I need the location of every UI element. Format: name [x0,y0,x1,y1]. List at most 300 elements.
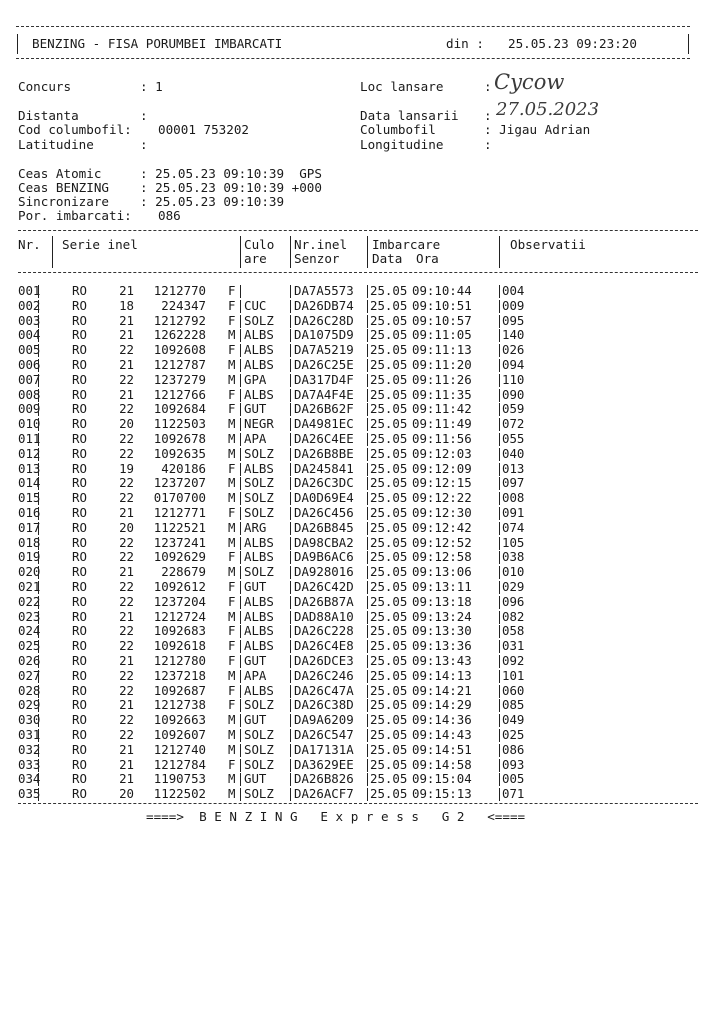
cell-tara: RO [72,386,87,402]
cell-senzor: DA7A4F4E [294,386,354,402]
row-separator [499,744,500,757]
cell-ora: 09:14:13 [412,667,472,683]
cell-an: 22 [119,445,134,461]
longitudine-label: Longitudine [360,137,444,152]
cell-senzor: DA0D69E4 [294,490,354,506]
cell-obs: 071 [502,786,525,802]
cell-culoare: SOLZ [244,490,274,506]
cell-obs: 090 [502,386,525,402]
row-separator [499,640,500,653]
row-separator [367,773,368,786]
row-separator [499,344,500,357]
ceas-atomic-label: Ceas Atomic [18,166,102,181]
row-separator [499,359,500,372]
cell-tara: RO [72,312,87,328]
row-separator [290,300,291,313]
row-separator [38,374,39,387]
cell-culoare: APA [244,431,267,446]
cell-nr: 019 [18,549,41,565]
row-separator [290,611,291,624]
cell-inel: 1092687 [153,682,206,698]
cell-nr: 033 [18,756,41,772]
cell-inel: 1092607 [153,727,206,742]
cell-nr: 022 [18,593,41,609]
cell-inel: 1212780 [153,653,206,668]
row-separator [499,300,500,313]
cell-data: 25.05 [370,771,408,787]
row-separator [38,344,39,357]
row-separator [367,640,368,653]
cell-tara: RO [72,549,87,565]
header-right-border [688,34,689,54]
cell-inel: 1122502 [153,786,206,802]
row-separator [290,477,291,490]
cell-an: 21 [119,357,134,372]
cell-nr: 004 [18,327,41,343]
cell-sex: F [228,386,236,402]
cell-ora: 09:10:57 [412,312,472,328]
cell-ora: 09:11:13 [412,342,472,358]
cell-culoare: ALBS [244,549,274,565]
row-separator [38,389,39,402]
cell-inel: 1212766 [153,386,206,402]
cell-senzor: DA26B87A [294,593,354,609]
col-header-senzor: Senzor [294,251,340,266]
cell-culoare: CUC [244,297,267,313]
row-separator [367,315,368,328]
cell-sex: M [228,608,236,624]
cell-obs: 029 [502,579,525,594]
cell-an: 20 [119,786,134,802]
row-separator [38,625,39,638]
cell-senzor: DA26C4E8 [294,638,354,654]
row-separator [240,537,241,550]
cell-culoare: ALBS [244,593,274,609]
cell-an: 21 [119,608,134,624]
row-separator [367,596,368,609]
row-separator [240,744,241,757]
columbofil-value: : Jigau Adrian [484,122,591,137]
cell-obs: 008 [502,490,525,506]
row-separator [290,374,291,387]
cell-tara: RO [72,667,87,683]
cell-data: 25.05 [370,386,408,402]
cell-obs: 009 [502,297,525,313]
cell-inel: 1212740 [153,741,206,757]
row-separator [290,640,291,653]
row-separator [38,329,39,342]
latitudine-value: : [140,137,148,152]
cell-an: 21 [119,386,134,402]
cell-ora: 09:12:03 [412,445,472,461]
cell-ora: 09:12:22 [412,490,472,506]
cell-data: 25.05 [370,534,408,550]
row-separator [240,463,241,476]
cell-culoare: GUT [244,653,267,668]
cell-sex: F [228,638,236,654]
cell-nr: 001 [18,283,41,298]
cell-ora: 09:13:11 [412,579,472,594]
cell-data: 25.05 [370,371,408,387]
cell-data: 25.05 [370,549,408,565]
row-separator [240,403,241,416]
row-separator [367,477,368,490]
row-separator [240,522,241,535]
row-separator [499,551,500,564]
row-separator [240,640,241,653]
cell-culoare: GPA [244,371,267,387]
cell-data: 25.05 [370,653,408,668]
cell-nr: 013 [18,460,41,476]
cell-nr: 007 [18,371,41,387]
cell-senzor: DA26DCE3 [294,653,354,668]
cell-data: 25.05 [370,623,408,639]
row-separator [38,477,39,490]
cell-an: 21 [119,283,134,298]
cell-ora: 09:14:36 [412,712,472,728]
cell-data: 25.05 [370,312,408,328]
cell-nr: 014 [18,475,41,491]
cell-culoare: GUT [244,401,267,417]
cell-senzor: DA26ACF7 [294,786,354,802]
cell-culoare: ALBS [244,623,274,639]
cell-tara: RO [72,741,87,757]
cell-sex: F [228,682,236,698]
cell-nr: 011 [18,431,41,446]
row-separator [240,389,241,402]
porumbei-imbarcati-label: Por. imbarcati: [18,208,132,223]
row-separator [499,729,500,742]
row-separator [38,714,39,727]
row-separator [240,699,241,712]
cell-senzor: DA26C456 [294,505,354,520]
cell-sex: F [228,756,236,772]
row-separator [240,655,241,668]
cell-senzor: DA7A5573 [294,283,354,298]
row-separator [290,596,291,609]
cell-obs: 060 [502,682,525,698]
cell-senzor: DA26B62F [294,401,354,417]
cell-inel: 1212738 [153,697,206,713]
cell-obs: 013 [502,460,525,476]
cell-inel: 1092684 [153,401,206,417]
cell-tara: RO [72,357,87,372]
cell-nr: 023 [18,608,41,624]
cell-data: 25.05 [370,608,408,624]
row-separator [290,344,291,357]
cell-nr: 017 [18,519,41,535]
row-separator [290,773,291,786]
cell-tara: RO [72,342,87,358]
cell-sex: M [228,475,236,491]
cell-nr: 005 [18,342,41,358]
cell-senzor: DA26C42D [294,579,354,594]
row-separator [290,670,291,683]
cell-sex: F [228,283,236,298]
cell-culoare: SOLZ [244,727,274,742]
cell-culoare: GUT [244,712,267,728]
row-separator [38,596,39,609]
cell-inel: 1092683 [153,623,206,639]
cell-tara: RO [72,712,87,728]
cell-senzor: DA317D4F [294,371,354,387]
cell-data: 25.05 [370,593,408,609]
cell-sex: F [228,460,236,476]
cell-nr: 024 [18,623,41,639]
footer-brand: ====> B E N Z I N G E x p r e s s G 2 <==== [146,809,526,824]
cell-culoare: SOLZ [244,505,274,520]
row-separator [367,699,368,712]
row-separator [240,788,241,801]
cell-obs: 101 [502,667,525,683]
row-separator [290,315,291,328]
row-separator [367,566,368,579]
col-header-nr-inel: Nr.inel [294,237,348,252]
cell-inel: 1212770 [153,283,206,298]
cell-obs: 092 [502,653,525,668]
cell-tara: RO [72,283,87,298]
row-separator [240,418,241,431]
row-separator [367,300,368,313]
cell-ora: 09:10:44 [412,283,472,298]
row-separator [290,685,291,698]
cell-nr: 032 [18,741,41,757]
header-sep-1 [52,236,53,268]
row-separator [367,729,368,742]
row-separator [367,655,368,668]
col-header-observatii: Observatii [510,237,586,252]
cell-obs: 140 [502,327,525,343]
row-separator [290,566,291,579]
cell-data: 25.05 [370,342,408,358]
cell-tara: RO [72,638,87,654]
row-separator [240,670,241,683]
cell-tara: RO [72,579,87,594]
row-separator [240,433,241,446]
row-separator [38,640,39,653]
cell-ora: 09:14:58 [412,756,472,772]
header-top-rule [16,26,690,27]
row-separator [367,433,368,446]
loc-lansare-handwritten: Cycow [494,70,565,94]
row-separator [38,315,39,328]
cell-culoare: SOLZ [244,756,274,772]
cell-an: 22 [119,490,134,506]
cell-tara: RO [72,682,87,698]
row-separator [290,389,291,402]
row-separator [499,685,500,698]
cell-obs: 085 [502,697,525,713]
row-separator [240,359,241,372]
cell-senzor: DA98CBA2 [294,534,354,550]
cell-data: 25.05 [370,519,408,535]
cell-data: 25.05 [370,756,408,772]
cell-nr: 027 [18,667,41,683]
cell-ora: 09:12:58 [412,549,472,565]
cell-tara: RO [72,564,87,580]
cell-obs: 072 [502,416,525,432]
cell-sex: F [228,505,236,520]
cell-data: 25.05 [370,741,408,757]
cell-nr: 020 [18,564,41,580]
row-separator [290,492,291,505]
row-separator [499,699,500,712]
table-bottom-rule [18,803,698,804]
cell-sex: M [228,371,236,387]
latitudine-label: Latitudine [18,137,94,152]
col-header-ora: Ora [416,251,439,266]
row-separator [367,685,368,698]
cell-culoare: GUT [244,771,267,787]
cell-inel: 1212787 [153,357,206,372]
cell-nr: 021 [18,579,41,594]
cell-obs: 025 [502,727,525,742]
ceas-atomic-value: : 25.05.23 09:10:39 GPS [140,166,322,181]
cell-an: 22 [119,727,134,742]
cell-an: 20 [119,416,134,432]
cell-nr: 026 [18,653,41,668]
cell-obs: 110 [502,371,525,387]
cod-columbofil-label: Cod columbofil: [18,122,132,137]
cell-obs: 096 [502,593,525,609]
cell-tara: RO [72,653,87,668]
sincronizare-value: : 25.05.23 09:10:39 [140,194,285,209]
cell-inel: 1212724 [153,608,206,624]
cell-data: 25.05 [370,579,408,594]
data-lansarii-handwritten: 27.05.2023 [496,99,600,120]
data-lansarii-label: Data lansarii [360,108,459,123]
cell-sex: F [228,342,236,358]
row-separator [240,315,241,328]
cell-senzor: DA26C28D [294,312,354,328]
cell-nr: 006 [18,357,41,372]
row-separator [499,329,500,342]
cell-senzor: DA9B6AC6 [294,549,354,565]
cell-tara: RO [72,475,87,491]
cell-an: 21 [119,312,134,328]
row-separator [290,522,291,535]
row-separator [290,537,291,550]
cell-inel: 1092608 [153,342,206,358]
cell-senzor: DA928016 [294,564,354,580]
cell-culoare: SOLZ [244,564,274,580]
cell-inel: 1212771 [153,505,206,520]
row-separator [290,759,291,772]
cell-culoare: GUT [244,579,267,594]
cell-ora: 09:13:24 [412,608,472,624]
row-separator [38,655,39,668]
cell-tara: RO [72,756,87,772]
cell-nr: 015 [18,490,41,506]
cell-senzor: DA26DB74 [294,297,354,313]
row-separator [38,744,39,757]
cell-an: 22 [119,371,134,387]
cell-data: 25.05 [370,638,408,654]
header-sep-2 [240,236,241,268]
cell-inel: 1262228 [153,327,206,343]
cell-nr: 002 [18,297,41,313]
row-separator [38,699,39,712]
cell-inel: 1212792 [153,312,206,328]
row-separator [290,507,291,520]
row-separator [290,581,291,594]
cell-an: 18 [119,297,134,313]
cell-ora: 09:14:51 [412,741,472,757]
row-separator [290,463,291,476]
cell-senzor: DA4981EC [294,416,354,432]
row-separator [290,418,291,431]
cell-tara: RO [72,534,87,550]
header-sep-3 [290,236,291,268]
row-separator [240,551,241,564]
header-sep-5 [499,236,500,268]
row-separator [240,581,241,594]
porumbei-imbarcati-value: 086 [158,208,181,223]
row-separator [38,285,39,298]
row-separator [499,596,500,609]
cell-sex: M [228,431,236,446]
cell-senzor: DA3629EE [294,756,354,772]
row-separator [38,551,39,564]
row-separator [499,285,500,298]
row-separator [38,448,39,461]
row-separator [367,625,368,638]
sincronizare-label: Sincronizare [18,194,109,209]
row-separator [367,389,368,402]
row-separator [499,448,500,461]
cell-an: 21 [119,771,134,787]
cell-data: 25.05 [370,460,408,476]
cell-culoare: ALBS [244,638,274,654]
cell-sex: M [228,357,236,372]
cell-an: 22 [119,534,134,550]
cell-an: 22 [119,342,134,358]
row-separator [240,685,241,698]
cell-ora: 09:13:36 [412,638,472,654]
row-separator [240,448,241,461]
row-separator [367,507,368,520]
cell-data: 25.05 [370,682,408,698]
cell-inel: 1237241 [153,534,206,550]
cell-nr: 034 [18,771,41,787]
row-separator [499,714,500,727]
cell-tara: RO [72,401,87,417]
cell-senzor: DA26B8BE [294,445,354,461]
cell-senzor: DA17131A [294,741,354,757]
row-separator [240,492,241,505]
cell-data: 25.05 [370,297,408,313]
row-separator [499,581,500,594]
cell-culoare: APA [244,667,267,683]
cell-sex: M [228,771,236,787]
row-separator [290,403,291,416]
cell-an: 22 [119,593,134,609]
cell-ora: 09:11:42 [412,401,472,417]
cell-sex: M [228,534,236,550]
cell-ora: 09:11:20 [412,357,472,372]
cell-senzor: DA245841 [294,460,354,476]
cell-obs: 091 [502,505,525,520]
row-separator [367,670,368,683]
cell-data: 25.05 [370,283,408,298]
cell-senzor: DA26C3DC [294,475,354,491]
cell-an: 21 [119,327,134,343]
row-separator [38,788,39,801]
cell-inel: 1212784 [153,756,206,772]
cell-obs: 058 [502,623,525,639]
cell-culoare: ALBS [244,534,274,550]
cell-an: 21 [119,564,134,580]
